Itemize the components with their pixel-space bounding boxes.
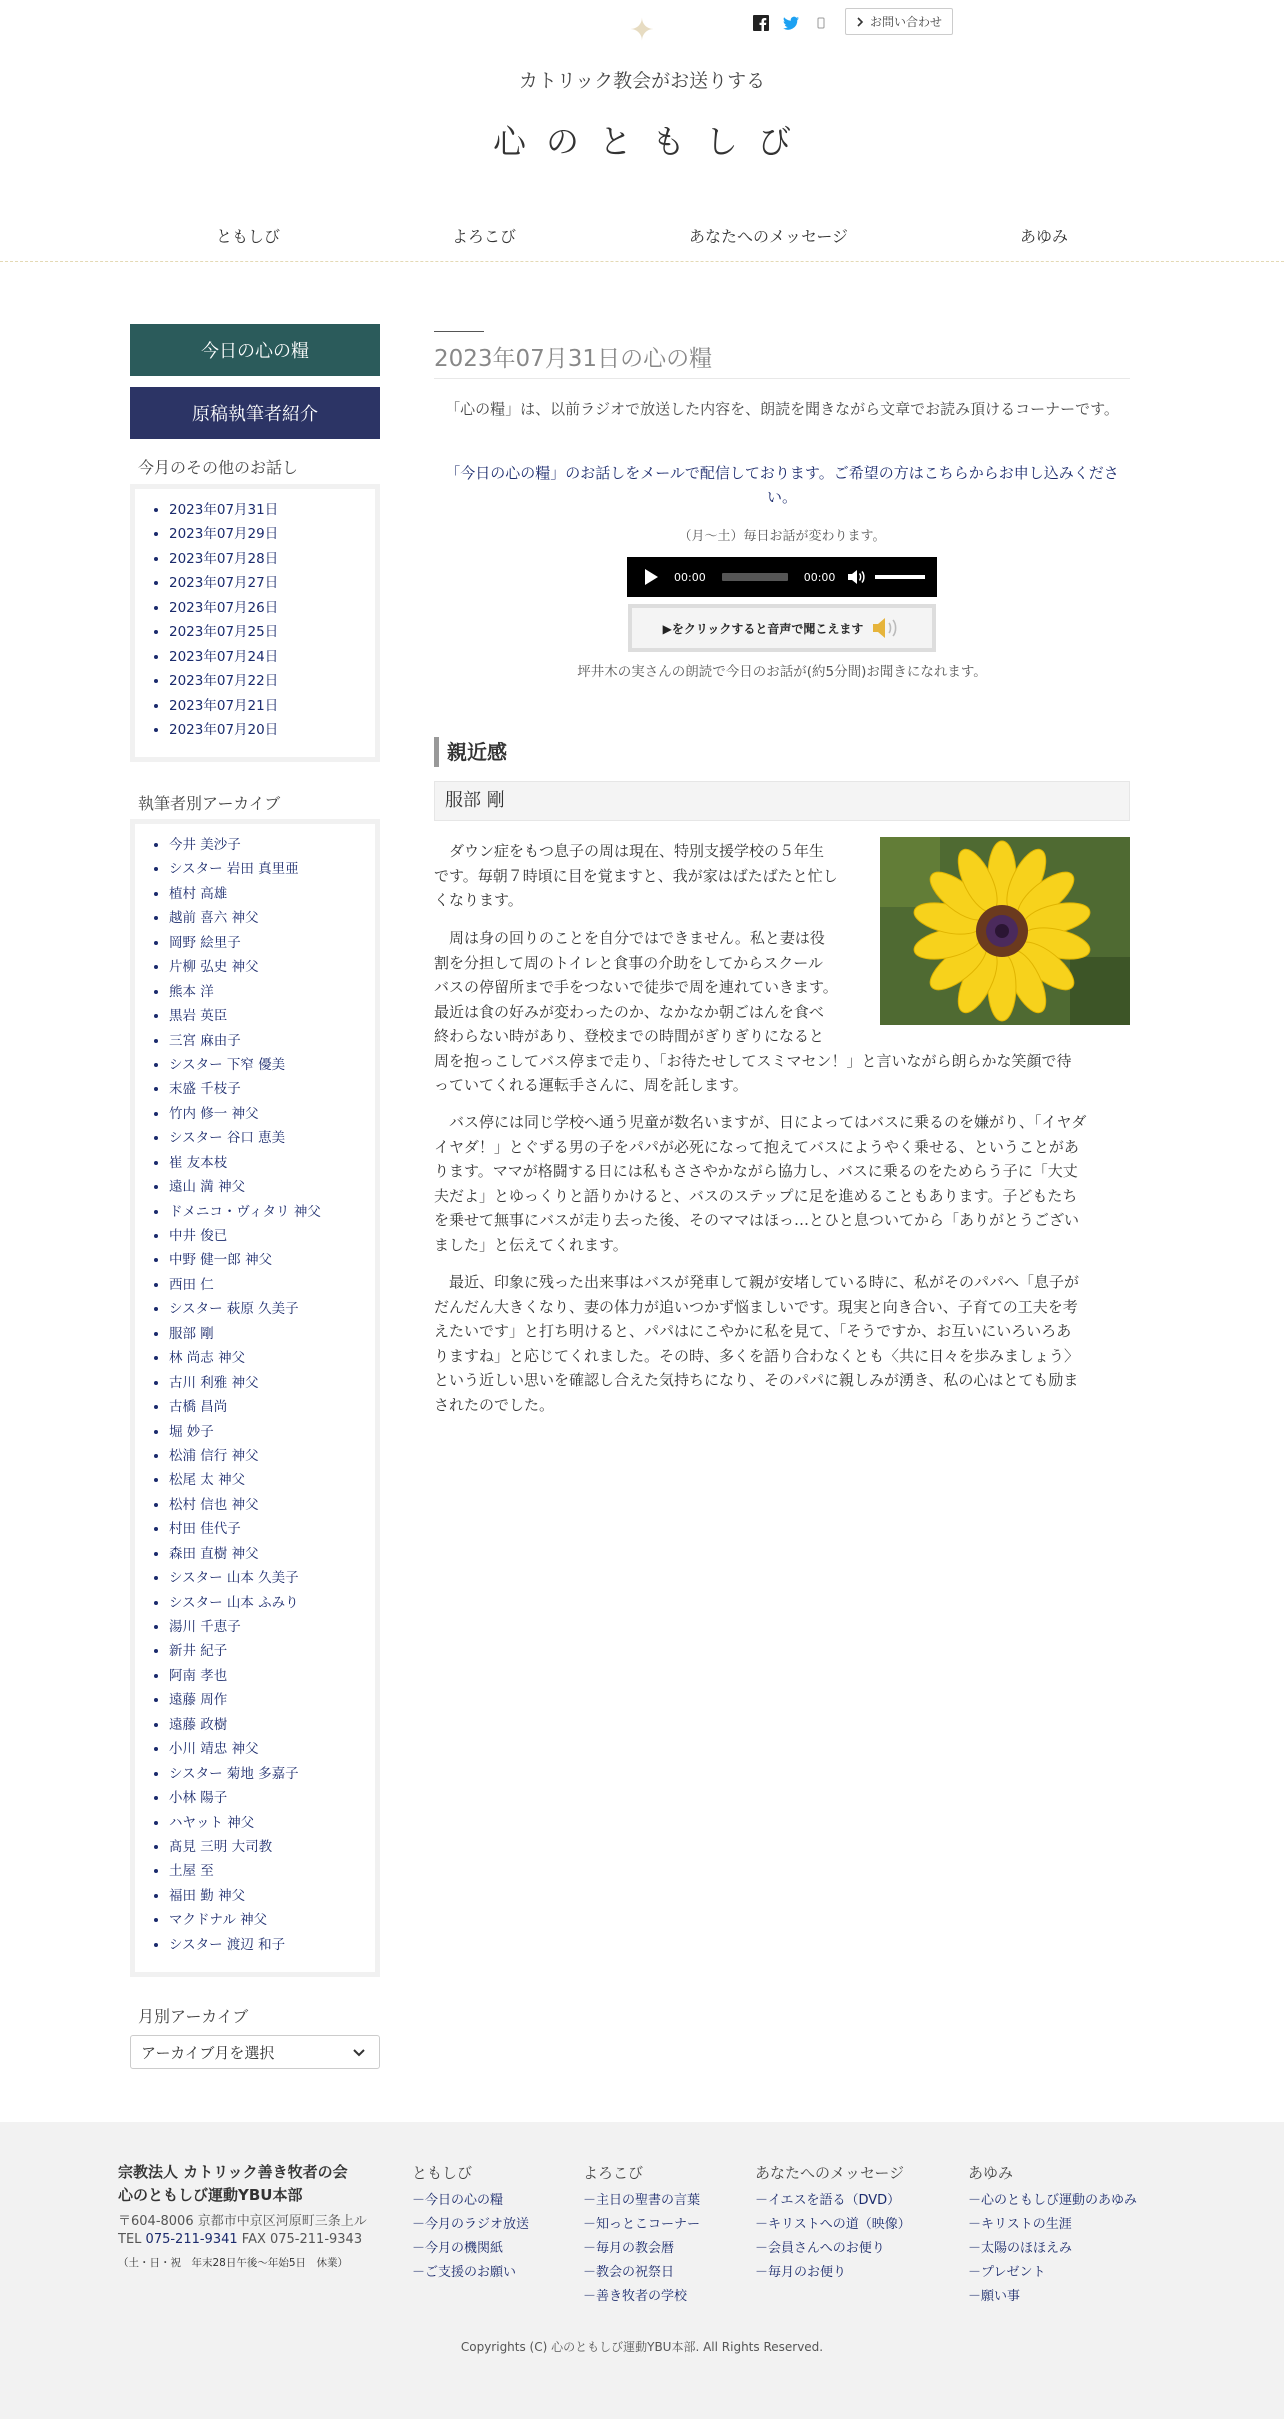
page-title: 2023年07月31日の心の糧 [434, 346, 713, 372]
date-list-item[interactable]: • 2023年07月28日 [169, 547, 375, 571]
story-title: 親近感 [434, 737, 507, 767]
month-archive-heading: 月別アーカイブ [138, 2007, 249, 2026]
date-list-item[interactable]: • 2023年07月25日 [169, 620, 375, 644]
story-line: バスの停留所まで手をつないで徒歩で周を連れていきます。 [434, 978, 838, 996]
site-subtitle: カトリック教会がお送りする [518, 70, 766, 92]
contact-button[interactable] [845, 8, 953, 35]
story-line: っていてくれる運転手さんに、周を託します。 [434, 1076, 748, 1094]
footer-link[interactable]: －教会の祝祭日 [583, 2265, 675, 2280]
listen-audio-button[interactable] [628, 604, 936, 652]
story-line: 終わらない時があり、登校までの時間がぎりぎりになると [434, 1027, 825, 1045]
author-list-item[interactable]: • シスター 下窄 優美 [169, 1053, 375, 1077]
author-list-item[interactable]: • シスター 菊地 多嘉子 [169, 1762, 375, 1786]
author-list-item[interactable]: • 堀 妙子 [169, 1420, 375, 1444]
footer-link[interactable]: －イエスを語る（DVD） [755, 2193, 901, 2208]
date-list-item[interactable]: • 2023年07月22日 [169, 669, 375, 693]
other-stories-box [130, 484, 380, 762]
author-list-item[interactable]: • 湯川 千恵子 [169, 1615, 375, 1639]
footer-link[interactable]: －キリストの生涯 [968, 2217, 1072, 2232]
author-list-item[interactable]: • シスター 渡辺 和子 [169, 1933, 375, 1957]
footer-link[interactable]: －今月のラジオ放送 [412, 2217, 530, 2232]
author-list-item[interactable]: • シスター 山本 久美子 [169, 1566, 375, 1590]
footer-link[interactable]: －毎月の教会暦 [583, 2241, 675, 2256]
nav-item-yorokobi[interactable]: よろこび [452, 227, 517, 246]
author-list-item[interactable]: • 小川 靖忠 神父 [169, 1737, 375, 1761]
story-paragraph-3 [434, 1110, 1130, 1257]
author-list-item[interactable]: • 阿南 孝也 [169, 1664, 375, 1688]
nav-item-tomoshibi[interactable]: ともしび [216, 227, 281, 246]
author-list-item[interactable]: • 末盛 千枝子 [169, 1077, 375, 1101]
date-list [135, 489, 375, 742]
author-list-item[interactable]: • 熊本 洋 [169, 980, 375, 1004]
footer-col-heading[interactable]: あなたへのメッセージ [755, 2164, 905, 2182]
footer-tel-link[interactable]: 075-211-9341 [145, 2232, 238, 2247]
author-list-item[interactable]: • 遠藤 周作 [169, 1688, 375, 1712]
author-list-item[interactable]: • 黒岩 英臣 [169, 1004, 375, 1028]
story-paragraph-4 [434, 1270, 1130, 1417]
contact-label: お問い合わせ [869, 15, 942, 29]
schedule-note: （月〜土）毎日お話が変わります。 [678, 529, 886, 544]
author-archive-box [130, 819, 380, 1977]
date-list-item[interactable]: • 2023年07月26日 [169, 596, 375, 620]
footer-col-tomoshibi [412, 2162, 529, 2285]
play-icon[interactable] [645, 569, 658, 585]
social-links [752, 10, 830, 36]
volume-icon[interactable] [847, 569, 865, 585]
author-list-item[interactable]: • 小林 陽子 [169, 1786, 375, 1810]
site-title[interactable]: 心のともしび [493, 122, 811, 161]
story-line: 周を抱っこしてバス停まで走り、「お待たせしてスミマセン！」と言いながら朗らかな笑顔で待 [434, 1051, 1072, 1070]
author-list-item[interactable]: • 森田 直樹 神父 [169, 1542, 375, 1566]
footer-tel-label: TEL [118, 2232, 142, 2247]
story-paragraph-1 [434, 839, 874, 913]
title-divider [434, 378, 1130, 379]
footer-fax: FAX 075-211-9343 [241, 2232, 363, 2247]
story-line: 割を分担して周のトイレと食事の介助をしてからスクール [434, 953, 823, 972]
footer-link[interactable]: －主日の聖書の言葉 [583, 2193, 701, 2208]
author-list-item[interactable]: • 竹内 修一 神父 [169, 1102, 375, 1126]
today-kokoro-button[interactable]: 今日の心の糧 [130, 324, 380, 376]
site-header [0, 0, 1284, 262]
author-list-item[interactable]: • 植村 高雄 [169, 882, 375, 906]
author-list-item[interactable]: • 林 尚志 神父 [169, 1346, 375, 1370]
author-archive-heading: 執筆者別アーカイブ [138, 794, 281, 813]
author-list-item[interactable]: • 松村 信也 神父 [169, 1493, 375, 1517]
footer-org-name: 宗教法人 カトリック善き牧者の会 [118, 2163, 348, 2181]
story-line: 周は身の回りのことを自分ではできません。私と妻は役 [449, 929, 825, 947]
volume-slider[interactable] [875, 575, 925, 579]
instagram-icon[interactable] [812, 14, 830, 32]
author-name: 服部 剛 [434, 781, 1130, 821]
authors-intro-button[interactable]: 原稿執筆者紹介 [130, 387, 380, 439]
author-list-item[interactable]: • ハヤット 神父 [169, 1811, 375, 1835]
author-list-item[interactable]: • 遠山 満 神父 [169, 1175, 375, 1199]
nav-item-message[interactable]: あなたへのメッセージ [689, 227, 849, 246]
story-line: 最近は食の好みが変わったのか、なかなか朝ごはんを食べ [434, 1002, 824, 1021]
author-list-item[interactable]: • シスター 谷口 恵美 [169, 1126, 375, 1150]
author-list-item[interactable]: • 今井 美沙子 [169, 833, 375, 857]
speaker-icon [871, 616, 901, 640]
footer-link[interactable]: －毎月のお便り [755, 2265, 847, 2280]
audio-player [627, 557, 937, 597]
story-line: 夫だよ」とゆっくりと語りかけると、バスのステップに足を進めることもあります。子どもたち [434, 1186, 1078, 1205]
date-list-item[interactable]: • 2023年07月20日 [169, 718, 375, 742]
footer-col-yorokobi [583, 2162, 700, 2309]
chevron-right-icon [856, 17, 864, 27]
author-list-item[interactable]: • シスター 山本 ふみり [169, 1591, 375, 1615]
player-seek-bar[interactable] [722, 573, 788, 581]
month-archive-select-value: アーカイブ月を選択 [141, 2043, 275, 2062]
author-list-item[interactable]: • 中野 健一郎 神父 [169, 1248, 375, 1272]
mail-subscribe-link[interactable]: 「今日の心の糧」のお話しをメールで配信しております。ご希望の方はこちらからお申し込みください。 [445, 464, 1119, 506]
facebook-icon[interactable] [752, 14, 770, 32]
author-list-item[interactable]: • 遠藤 政樹 [169, 1713, 375, 1737]
author-list-item[interactable]: • 西田 仁 [169, 1273, 375, 1297]
footer-link[interactable]: －会員さんへのお便り [755, 2241, 885, 2256]
author-list-item[interactable]: • 村田 佳代子 [169, 1517, 375, 1541]
author-list-item[interactable]: • 古川 利雅 神父 [169, 1371, 375, 1395]
author-list-item[interactable]: • 福田 勤 神父 [169, 1884, 375, 1908]
footer-link[interactable]: －心のともしび運動のあゆみ [968, 2193, 1138, 2208]
month-archive-select[interactable] [130, 2035, 380, 2069]
author-list-item[interactable]: • 越前 喜六 神父 [169, 906, 375, 930]
chevron-down-icon [353, 2046, 365, 2058]
story-line: イヤダ！」とぐずる男の子をパパが必死になって抱えてバスにようやく乗せる、ということがあ [434, 1137, 1079, 1156]
story-line: くなります。 [434, 891, 523, 909]
footer-link[interactable]: －今月の機関紙 [412, 2241, 504, 2256]
footer-hours: （土・日・祝 年末28日午後〜年始5日 休業） [118, 2257, 349, 2269]
author-list-item[interactable]: • 服部 剛 [169, 1322, 375, 1346]
footer-col-heading[interactable]: よろこび [583, 2164, 644, 2182]
author-list-item[interactable]: • マクドナル 神父 [169, 1908, 375, 1932]
date-list-item[interactable]: • 2023年07月29日 [169, 522, 375, 546]
footer-link[interactable]: －ご支援のお願い [412, 2265, 517, 2280]
story-line: 最近、印象に残った出来事はバスが発車して親が安堵している時に、私がそのパパへ「息子が [449, 1273, 1080, 1291]
story-line: ました」と伝えてくれます。 [434, 1235, 628, 1254]
star-logo-icon: ✦ [629, 13, 655, 48]
date-list-item[interactable]: • 2023年07月24日 [169, 645, 375, 669]
site-footer [0, 2122, 1284, 2419]
copyright: Copyrights (C) 心のともしび運動YBU本部. All Rights Reserved. [460, 2340, 824, 2354]
story-line: ります。ママが格闘する日には私もささやかながら協力し、バスに乗るのをためらう子に「大丈 [434, 1162, 1078, 1180]
author-list-item[interactable]: • 古橋 昌尚 [169, 1395, 375, 1419]
author-list [135, 824, 375, 1957]
author-list-item[interactable]: • 岡野 絵里子 [169, 931, 375, 955]
intro-text: 「心の糧」は、以前ラジオで放送した内容を、朗読を聞きながら文章でお読み頂けるコーナーです。 [445, 400, 1119, 418]
global-nav [0, 220, 1284, 262]
story-line: バス停には同じ学校へ通う児童が数名いますが、日によってはバスに乗るのを嫌がり、「イヤダ [449, 1113, 1087, 1131]
other-stories-heading: 今月のその他のお話し [138, 458, 299, 477]
story-line: を乗せて無事にバスが走り去った後、そのママはほっ…とひと息ついてから「ありがとうござい [434, 1211, 1080, 1229]
footer-col-message [755, 2162, 911, 2285]
author-list-item[interactable]: • シスター 萩原 久美子 [169, 1297, 375, 1321]
twitter-icon[interactable] [782, 14, 800, 32]
footer-contact [118, 2232, 362, 2247]
footer-link[interactable]: －プレゼント [968, 2265, 1046, 2280]
author-list-item[interactable]: • シスター 岩田 真里亜 [169, 857, 375, 881]
story-paragraph-2 [434, 926, 1130, 1098]
author-list-item[interactable]: • 土屋 至 [169, 1859, 375, 1883]
footer-link[interactable]: －キリストへの道（映像） [755, 2217, 911, 2232]
footer-link[interactable]: －太陽のほほえみ [968, 2241, 1073, 2256]
author-list-item[interactable]: • 片柳 弘史 神父 [169, 955, 375, 979]
reader-note: 坪井木の実さんの朗読で今日のお話が(約5分間)お聞きになれます。 [577, 664, 987, 680]
story-line: えたいです」と打ち明けると、パパはにこやかに私を見て、「そうですか、お互いにいろいろあ [434, 1322, 1072, 1340]
player-duration: 00:00 [803, 570, 836, 584]
date-list-item[interactable]: • 2023年07月31日 [169, 498, 375, 522]
player-current-time: 00:00 [674, 570, 706, 584]
story-line: という近しい思いを確認し合えた気持ちになり、そのパパに親しみが湧き、私の心はとても励ま [434, 1371, 1079, 1389]
story-line: されたのでした。 [434, 1395, 555, 1414]
author-list-item[interactable]: • 髙見 三明 大司教 [169, 1835, 375, 1859]
footer-col-heading[interactable]: ともしび [412, 2164, 473, 2182]
author-list-item[interactable]: • 三宮 麻由子 [169, 1029, 375, 1053]
author-list-item[interactable]: • 松浦 信行 神父 [169, 1444, 375, 1468]
footer-col-heading[interactable]: あゆみ [968, 2164, 1014, 2182]
nav-item-ayumi[interactable]: あゆみ [1020, 227, 1069, 246]
author-list-item[interactable]: • 中井 俊已 [169, 1224, 375, 1248]
footer-org-subname: 心のともしび運動YBU本部 [118, 2186, 303, 2204]
story-line: です。毎朝７時頃に目を覚ますと、我が家はばたばたと忙し [434, 866, 838, 885]
date-list-item[interactable]: • 2023年07月21日 [169, 694, 375, 718]
footer-col-ayumi [968, 2162, 1137, 2309]
listen-label: ▶をクリックすると音声で聞こえます [662, 621, 864, 636]
author-list-item[interactable]: • 新井 紀子 [169, 1639, 375, 1663]
story-line: だんだん大きくなり、妻の体力が追いつかず悩ましいです。現実と向き合い、子育ての工夫を考 [434, 1297, 1078, 1316]
author-list-item[interactable]: • 崔 友本枝 [169, 1151, 375, 1175]
story-line: ダウン症をもつ息子の周は現在、特別支援学校の５年生 [449, 842, 825, 860]
author-list-item[interactable]: • 松尾 太 神父 [169, 1468, 375, 1492]
footer-link[interactable]: －知っとこコーナー [583, 2217, 701, 2232]
footer-link[interactable]: －今日の心の糧 [412, 2193, 504, 2208]
title-rule [434, 331, 484, 332]
footer-link[interactable]: －願い事 [968, 2289, 1021, 2304]
footer-address: 〒604-8006 京都市中京区河原町三条上ル [118, 2214, 367, 2229]
story-line: りますね」と応じてくれました。その時、多くを語り合わなくとも〈共に日々を歩みましょう〉 [434, 1346, 1080, 1365]
footer-link[interactable]: －善き牧者の学校 [583, 2289, 688, 2304]
date-list-item[interactable]: • 2023年07月27日 [169, 571, 375, 595]
author-list-item[interactable]: • ドメニコ・ヴィタリ 神父 [169, 1200, 375, 1224]
